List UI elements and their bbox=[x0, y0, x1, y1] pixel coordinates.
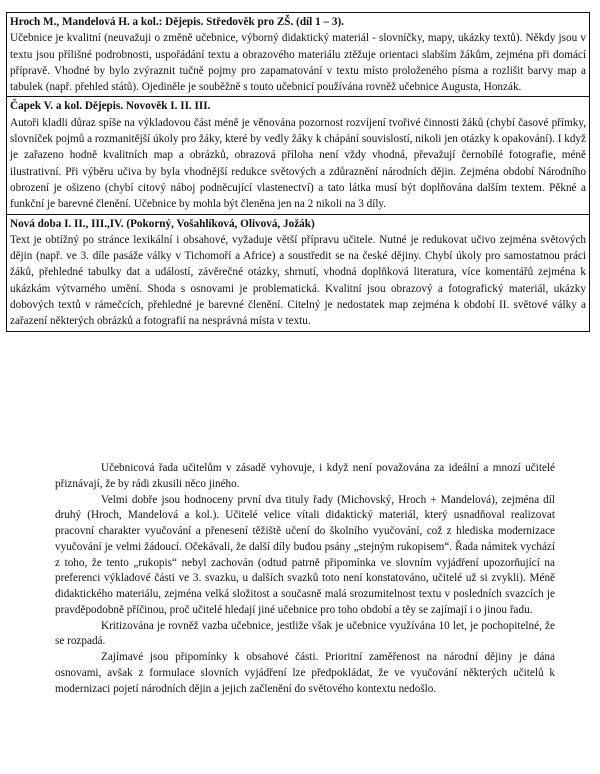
paragraph bbox=[55, 461, 555, 493]
review-row-capek bbox=[7, 96, 589, 213]
paragraph bbox=[55, 493, 555, 619]
paragraph bbox=[55, 650, 555, 697]
review-row-nova-doba bbox=[7, 214, 589, 331]
review-text: Autoři kladli důraz spíše na výkladovou část méně je věnována pozornost rozvíjení tvořivé činnosti žáků (chybí časové přímky, slovníček pojmů a rozmanitější úkoly pro žáky, které by vedly žáky k chápání souvislostí, nikoli jen otázky k opakování). I když je zařazeno hodně kvalitních map a obrázků, obrazová příloha není vždy vhodná, převažují černobílé fotografie, méně ilustrativní. Při výběru učiva by byla vhodnější redukce světových a zdůraznění národních dějin. Zejména období Národního obrození je ošizeno (chybí citový náboj podněcující vlastenectví) a tato látka musí být doplňována dalším textem. Pěkné a funkční je barevné členění. Učebnice by mohla být členěna jen na 2 nikoli na 3 díly. bbox=[10, 116, 586, 211]
paragraph-text: Velmi dobře jsou hodnoceny první dva tituly řady (Michovský, Hroch + Mandelová), zejména díl druhý (Hroch, Mandelová a kol.). Učitelé velice vítali didaktický materiál, který usnadňoval realizovat pracovní charakter vyučování a přenesení těžiště učení do školního vyučování, což z hlediska modernizace vyučování je velmi žádoucí. Očekávali, že další díly budou psány „stejným rukopisem“. Řada námitek vychází z toho, že tento „rukopis“ nebyl zachován (odtud patrně připomínka ve slovním vyjádření upozorňující na preferenci výkladové části ve 3. svazku, u dalších svazků toto není konstatováno, učitelé už si zvykli). Méně didaktického materiálu, zejména velká složitost a současně malá srozumitelnost textu v posledních svazcích je pravděpodobně příčinou, proč učitelé hledají jiné učebnice pro toho období a těy se zajímají i o jinou řadu. bbox=[55, 493, 555, 616]
review-row-hroch bbox=[7, 13, 589, 96]
review-title: Hroch M., Mandelová H. a kol.: Dějepis. Středověk pro ZŠ. (díl 1 – 3). bbox=[10, 16, 344, 28]
body-text bbox=[55, 461, 555, 697]
review-title: Nová doba I. II., III.,IV. (Pokorný, Vošahlíková, Olivová, Jožák) bbox=[10, 217, 315, 230]
review-text: Text je obtížný po stránce lexikální i obsahové, vyžaduje větší přípravu učitele. Nutné je redukovat učivo zejména světových dějin (např. ve 3. díle pasáže války v Tichomoří a Africe) a soustředit se na české dějiny. Chybí úkoly pro samostatnou práci žáků, přehledné tabulky dat a událostí, závěrečné otázky, shrnutí, vhodná doplňková literatura, více komentářů zejména k ukázkám výtvarného umění. Shoda s osnovami je problematická. Kvalitní jsou obrazový a fotografický materiál, ukázky dobových textů v rámečcích, přehledné je barevné členění. Citelný je nedostatek map zejména k období II. světové války a zařazení některých obrázků a fotografií na nesprávná místa v textu. bbox=[10, 233, 586, 328]
review-text: Učebnice je kvalitní (neuvažuji o změně učebnice, výborný didaktický materiál - slovníčky, mapy, ukázky textů). Někdy jsou v textu jsou přílišné podrobnosti, uspořádání textu a obrazového materiálu ztěžuje orientaci slabším žákům, zejména při domácí přípravě. Vhodné by bylo zvýraznit tučně pojmy pro zapamatování v textu místo proloženého písma a rozlišit barvy map a tabulek (např. přehled států). Ojediněle je souběžně s touto učebnicí používána rovněž učebnice Augusta, Honzák. bbox=[10, 32, 586, 94]
paragraph-text: Učebnicová řada učitelům v zásadě vyhovuje, i když není považována za ideální a mnozí učitelé přiznávají, že by rádi zkusili něco jiného. bbox=[55, 462, 555, 490]
textbook-review-table bbox=[6, 12, 590, 332]
paragraph bbox=[55, 619, 555, 651]
paragraph-text: Kritizována je rovněž vazba učebnice, jestliže však je učebnice využívána 10 let, je pochopitelné, že se rozpadá. bbox=[55, 619, 555, 648]
paragraph-text: Zajímavé jsou připomínky k obsahové části. Prioritní zaměřenost na národní dějiny je dána osnovami, avšak z formulace slovních vyjádření lze předpokládat, že ve vyučování některých učitelů k modernizaci pojetí národních dějin a jejich začlenění do světového kontextu nedošlo. bbox=[55, 651, 555, 695]
review-title: Čapek V. a kol. Dějepis. Novověk I. II. III. bbox=[10, 100, 211, 113]
